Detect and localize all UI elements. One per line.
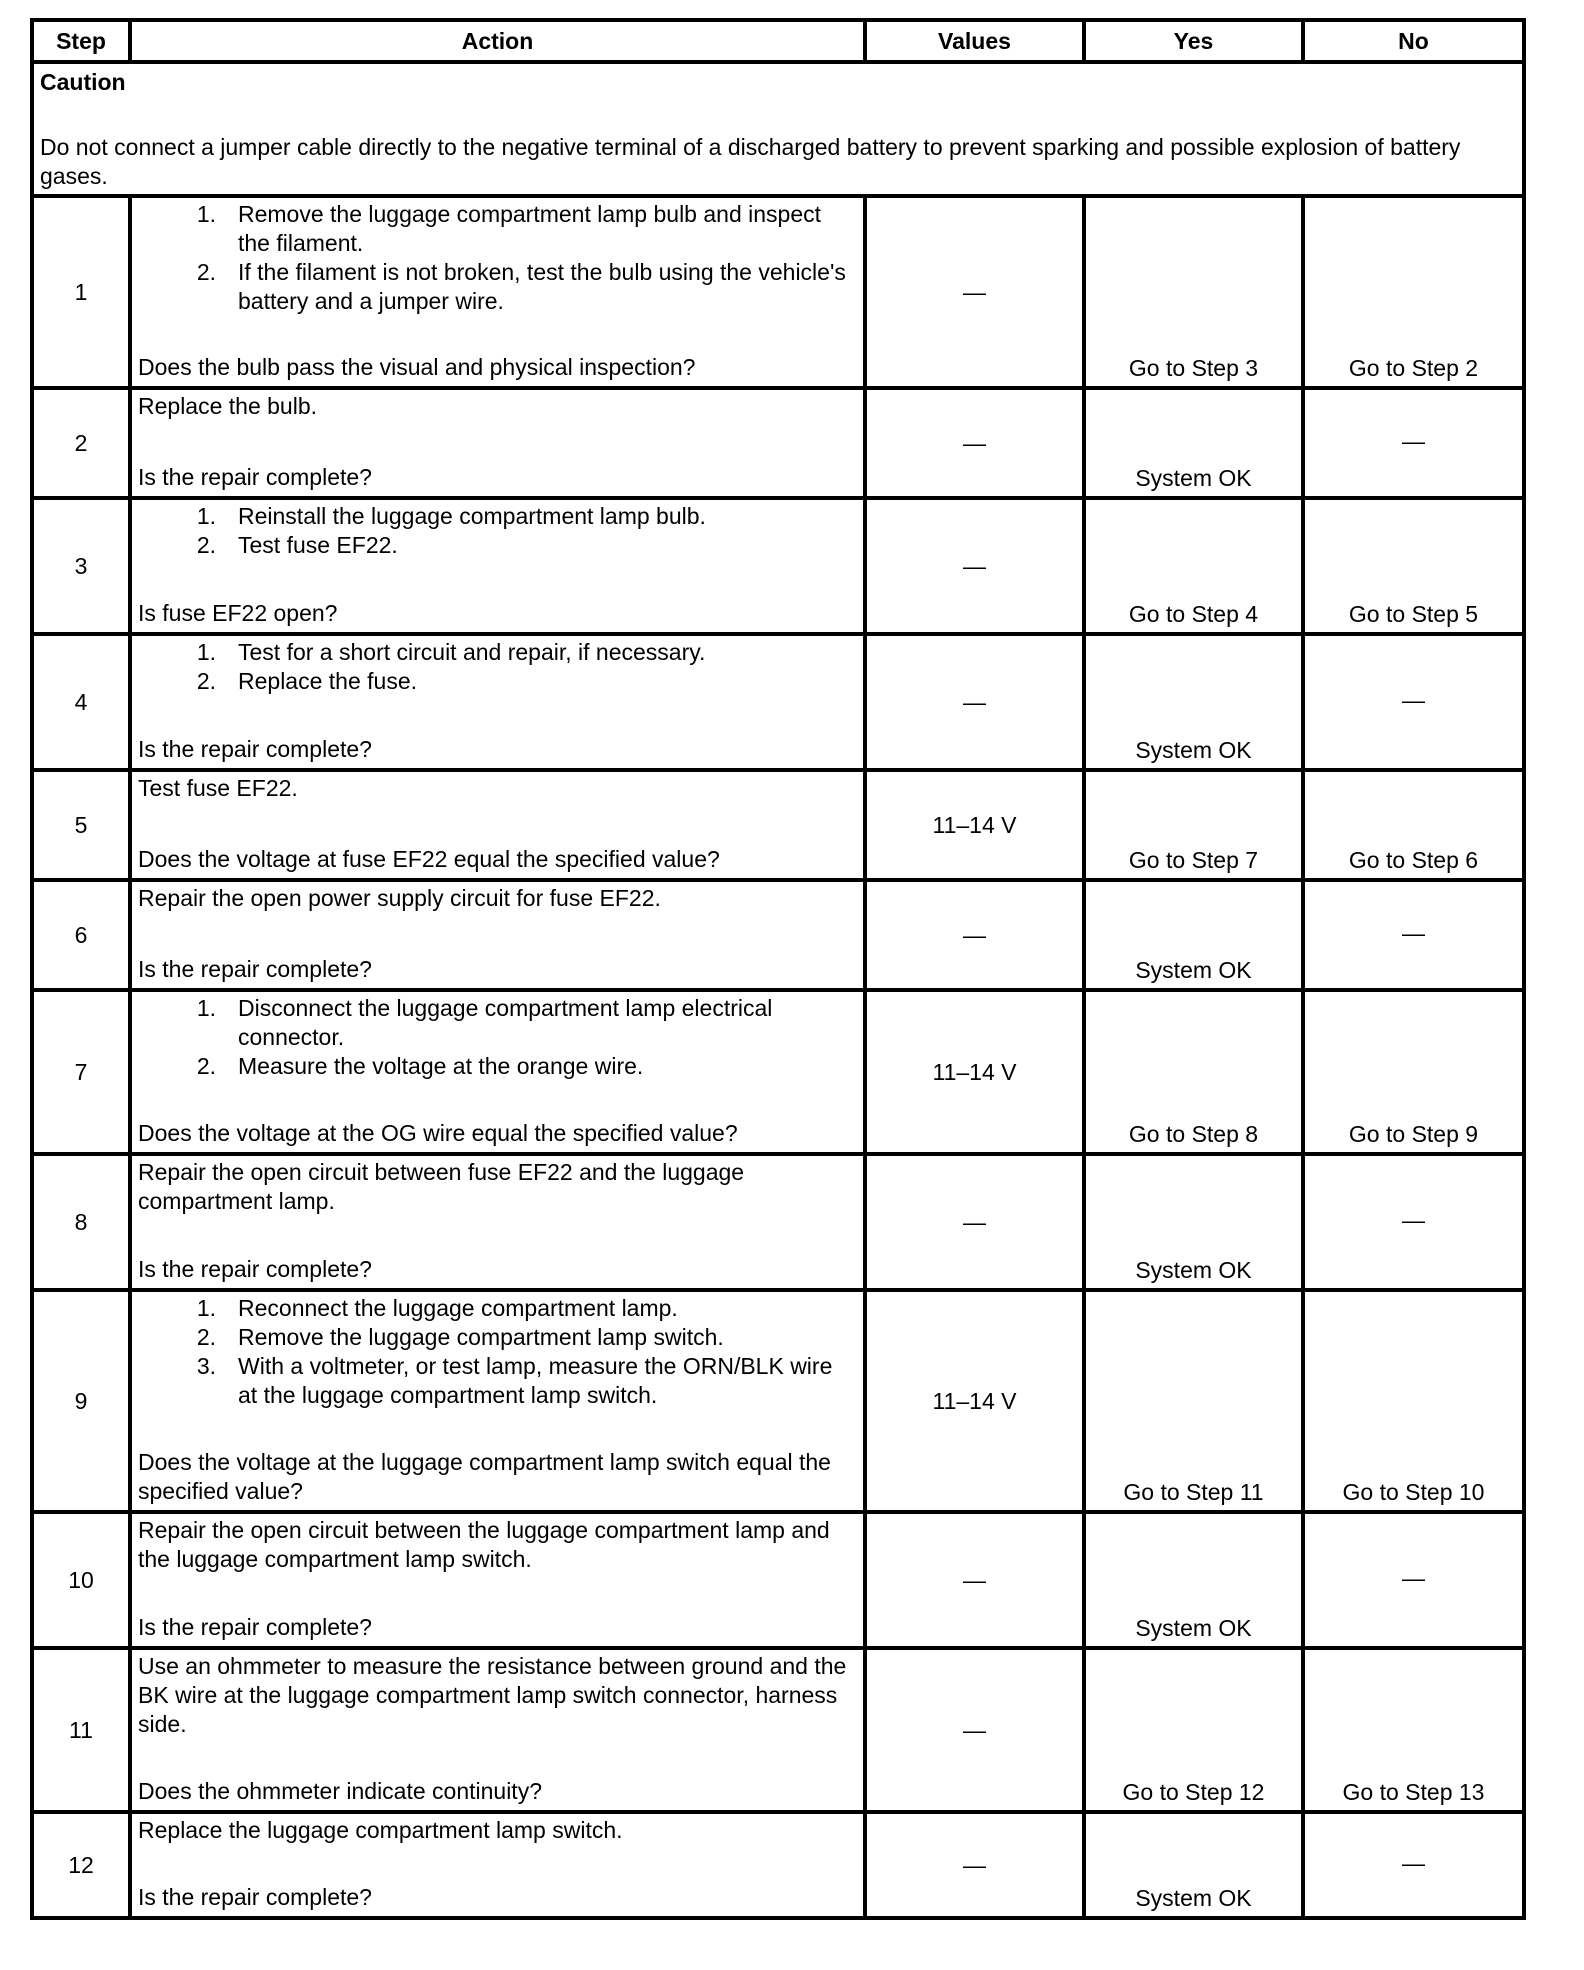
- action-text: Replace the bulb.: [138, 393, 318, 419]
- step-number: 3: [32, 498, 130, 634]
- list-item-text: Test fuse EF22.: [238, 532, 398, 558]
- action-text: Replace the luggage compartment lamp switch.: [138, 1817, 623, 1843]
- yes-cell: Go to Step 4: [1084, 498, 1303, 634]
- list-item-text: Disconnect the luggage compartment lamp electrical connector.: [238, 995, 773, 1050]
- no-cell: Go to Step 13: [1303, 1648, 1524, 1812]
- list-item: [138, 531, 857, 560]
- action-question: Is the repair complete?: [138, 956, 372, 982]
- header-yes: Yes: [1084, 20, 1303, 62]
- step-number: 2: [32, 388, 130, 498]
- no-cell: —: [1303, 1812, 1524, 1918]
- step-number: 12: [32, 1812, 130, 1918]
- header-no: No: [1303, 20, 1524, 62]
- yes-cell: System OK: [1084, 880, 1303, 990]
- action-instructions: [138, 1652, 857, 1739]
- list-item-text: Remove the luggage compartment lamp switch.: [238, 1324, 724, 1350]
- step-number: 10: [32, 1512, 130, 1648]
- yes-cell: System OK: [1084, 1154, 1303, 1290]
- values-cell: 11–14 V: [865, 770, 1084, 880]
- action-content: [138, 774, 857, 874]
- yes-cell: Go to Step 7: [1084, 770, 1303, 880]
- action-content: [138, 200, 857, 382]
- action-content: [138, 1158, 857, 1284]
- action-content: [138, 994, 857, 1148]
- action-instructions: [138, 1516, 857, 1574]
- no-cell: Go to Step 6: [1303, 770, 1524, 880]
- yes-cell: System OK: [1084, 634, 1303, 770]
- list-item-number: 1.: [196, 995, 216, 1021]
- action-content: [138, 392, 857, 492]
- action-instructions: [138, 502, 857, 560]
- values-cell: —: [865, 1648, 1084, 1812]
- yes-cell: Go to Step 11: [1084, 1290, 1303, 1512]
- yes-cell: Go to Step 3: [1084, 196, 1303, 388]
- action-content: [138, 1816, 857, 1912]
- no-cell: Go to Step 5: [1303, 498, 1524, 634]
- step-number: 9: [32, 1290, 130, 1512]
- table-row: [32, 196, 1524, 388]
- action-cell: [130, 388, 865, 498]
- values-cell: —: [865, 1512, 1084, 1648]
- action-question: Does the bulb pass the visual and physical inspection?: [138, 354, 696, 380]
- header-values: Values: [865, 20, 1084, 62]
- action-instructions: [138, 884, 857, 913]
- list-item-number: 2.: [196, 668, 216, 694]
- table-row: [32, 1512, 1524, 1648]
- action-step-list: [138, 502, 857, 560]
- action-question: Does the voltage at the OG wire equal the specified value?: [138, 1120, 738, 1146]
- step-number: 6: [32, 880, 130, 990]
- action-cell: [130, 634, 865, 770]
- list-item-text: Test for a short circuit and repair, if necessary.: [238, 639, 706, 665]
- action-instructions: [138, 1158, 857, 1216]
- step-number: 1: [32, 196, 130, 388]
- header-step: Step: [32, 20, 130, 62]
- list-item-number: 2.: [196, 1053, 216, 1079]
- values-cell: —: [865, 880, 1084, 990]
- no-cell: —: [1303, 388, 1524, 498]
- action-cell: [130, 990, 865, 1154]
- action-cell: [130, 1812, 865, 1918]
- action-text: Test fuse EF22.: [138, 775, 298, 801]
- table-row: [32, 1648, 1524, 1812]
- action-question: Does the ohmmeter indicate continuity?: [138, 1778, 542, 1804]
- action-cell: [130, 498, 865, 634]
- values-cell: —: [865, 634, 1084, 770]
- step-number: 7: [32, 990, 130, 1154]
- action-question: Is the repair complete?: [138, 464, 372, 490]
- action-content: [138, 502, 857, 628]
- action-content: [138, 1652, 857, 1806]
- list-item-text: With a voltmeter, or test lamp, measure the ORN/BLK wire at the luggage compartment lamp switch.: [238, 1353, 833, 1408]
- action-cell: [130, 196, 865, 388]
- values-cell: —: [865, 196, 1084, 388]
- action-instructions: [138, 994, 857, 1081]
- action-text: Use an ohmmeter to measure the resistance between ground and the BK wire at the luggage compartment lamp switch connector, harness side.: [138, 1653, 847, 1737]
- table-row: [32, 388, 1524, 498]
- action-instructions: [138, 1294, 857, 1410]
- list-item-text: Reinstall the luggage compartment lamp bulb.: [238, 503, 706, 529]
- action-text: Repair the open circuit between the luggage compartment lamp and the luggage compartment lamp switch.: [138, 1517, 830, 1572]
- table-row: [32, 634, 1524, 770]
- list-item: [138, 502, 857, 531]
- yes-cell: System OK: [1084, 1512, 1303, 1648]
- list-item-number: 1.: [196, 201, 216, 227]
- action-step-list: [138, 200, 857, 316]
- values-cell: 11–14 V: [865, 1290, 1084, 1512]
- header-row: [32, 20, 1524, 62]
- action-content: [138, 1294, 857, 1506]
- list-item-number: 2.: [196, 532, 216, 558]
- list-item-number: 2.: [196, 1324, 216, 1350]
- caution-title: Caution: [40, 69, 126, 95]
- no-cell: —: [1303, 634, 1524, 770]
- list-item-text: Measure the voltage at the orange wire.: [238, 1053, 644, 1079]
- action-cell: [130, 880, 865, 990]
- list-item: [138, 1323, 857, 1352]
- table-row: [32, 770, 1524, 880]
- list-item-text: Replace the fuse.: [238, 668, 418, 694]
- header-action: Action: [130, 20, 865, 62]
- no-cell: Go to Step 9: [1303, 990, 1524, 1154]
- list-item: [138, 258, 857, 316]
- list-item-text: Remove the luggage compartment lamp bulb and inspect the filament.: [238, 201, 822, 256]
- list-item-text: Reconnect the luggage compartment lamp.: [238, 1295, 678, 1321]
- yes-cell: Go to Step 8: [1084, 990, 1303, 1154]
- action-step-list: [138, 1294, 857, 1410]
- action-question: Does the voltage at the luggage compartment lamp switch equal the specified value?: [138, 1449, 831, 1504]
- list-item-number: 1.: [196, 1295, 216, 1321]
- values-cell: —: [865, 1812, 1084, 1918]
- action-text: Repair the open power supply circuit for fuse EF22.: [138, 885, 661, 911]
- action-cell: [130, 1648, 865, 1812]
- no-cell: —: [1303, 1154, 1524, 1290]
- step-number: 11: [32, 1648, 130, 1812]
- action-question: Is the repair complete?: [138, 736, 372, 762]
- table-row: [32, 990, 1524, 1154]
- values-cell: 11–14 V: [865, 990, 1084, 1154]
- list-item-number: 2.: [196, 259, 216, 285]
- action-instructions: [138, 774, 857, 803]
- action-question: Is fuse EF22 open?: [138, 600, 338, 626]
- table-row: [32, 1812, 1524, 1918]
- caution-text: Do not connect a jumper cable directly to the negative terminal of a discharged battery to prevent sparking and possible explosion of battery gases.: [40, 134, 1461, 189]
- list-item: [138, 200, 857, 258]
- list-item: [138, 667, 857, 696]
- action-content: [138, 1516, 857, 1642]
- list-item: [138, 1052, 857, 1081]
- step-number: 4: [32, 634, 130, 770]
- table-row: [32, 880, 1524, 990]
- list-item: [138, 1352, 857, 1410]
- action-cell: [130, 1290, 865, 1512]
- list-item: [138, 638, 857, 667]
- yes-cell: System OK: [1084, 388, 1303, 498]
- action-cell: [130, 770, 865, 880]
- caution-cell: [32, 62, 1524, 196]
- list-item-number: 3.: [196, 1353, 216, 1379]
- action-text: Repair the open circuit between fuse EF22 and the luggage compartment lamp.: [138, 1159, 745, 1214]
- action-instructions: [138, 200, 857, 316]
- list-item-number: 1.: [196, 639, 216, 665]
- table-row: [32, 1290, 1524, 1512]
- step-number: 8: [32, 1154, 130, 1290]
- no-cell: —: [1303, 880, 1524, 990]
- action-content: [138, 884, 857, 984]
- action-instructions: [138, 638, 857, 696]
- step-number: 5: [32, 770, 130, 880]
- yes-cell: System OK: [1084, 1812, 1303, 1918]
- action-step-list: [138, 994, 857, 1081]
- values-cell: —: [865, 1154, 1084, 1290]
- action-step-list: [138, 638, 857, 696]
- no-cell: —: [1303, 1512, 1524, 1648]
- action-question: Is the repair complete?: [138, 1884, 372, 1910]
- yes-cell: Go to Step 12: [1084, 1648, 1303, 1812]
- action-content: [138, 638, 857, 764]
- table-row: [32, 498, 1524, 634]
- no-cell: Go to Step 10: [1303, 1290, 1524, 1512]
- no-cell: Go to Step 2: [1303, 196, 1524, 388]
- caution-row: [32, 62, 1524, 196]
- action-question: Does the voltage at fuse EF22 equal the specified value?: [138, 846, 720, 872]
- action-question: Is the repair complete?: [138, 1614, 372, 1640]
- action-instructions: [138, 392, 857, 421]
- action-question: Is the repair complete?: [138, 1256, 372, 1282]
- diagnostic-table: [30, 18, 1526, 1920]
- list-item-text: If the filament is not broken, test the bulb using the vehicle's battery and a jumper wire.: [238, 259, 846, 314]
- list-item: [138, 994, 857, 1052]
- action-instructions: [138, 1816, 857, 1845]
- list-item-number: 1.: [196, 503, 216, 529]
- action-cell: [130, 1512, 865, 1648]
- list-item: [138, 1294, 857, 1323]
- action-cell: [130, 1154, 865, 1290]
- values-cell: —: [865, 388, 1084, 498]
- table-row: [32, 1154, 1524, 1290]
- values-cell: —: [865, 498, 1084, 634]
